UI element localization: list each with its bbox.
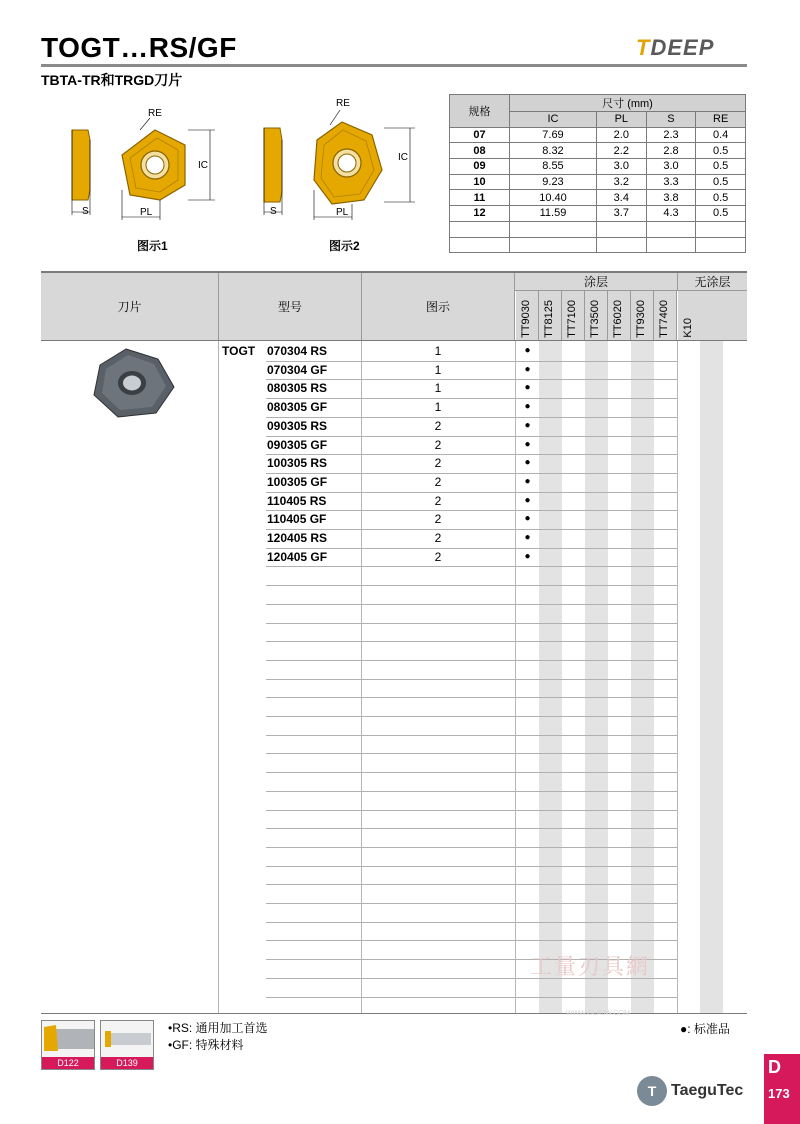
- row-line: [266, 772, 677, 773]
- table-row-figure: 2: [434, 494, 442, 508]
- table-row-code: 080305 GF: [267, 400, 328, 414]
- dimension-table: [449, 94, 746, 253]
- table-row: 08 8.32 2.2 2.8 0.5: [450, 143, 746, 159]
- grade-header-tt3500: TT3500: [585, 291, 608, 341]
- grade-stripe: [631, 341, 654, 1014]
- standard-note: ●: 标准品: [680, 1022, 730, 1036]
- table-row: 11 10.40 3.4 3.8 0.5: [450, 190, 746, 206]
- dimension-header: 尺寸 (mm): [510, 95, 746, 112]
- table-row: 10 9.23 3.2 3.3 0.5: [450, 174, 746, 190]
- section-letter: D: [768, 1057, 781, 1077]
- re-label-1: RE: [148, 108, 162, 119]
- table-row-dot: ●: [524, 439, 531, 450]
- row-line: [266, 884, 677, 885]
- grade-header-tt6020: TT6020: [608, 291, 631, 341]
- row-line: [266, 604, 677, 605]
- tdeep-brand-logo: TDEEP: [636, 35, 715, 60]
- insert-product-image: [88, 345, 178, 420]
- table-row-code: 100305 GF: [267, 475, 328, 489]
- col-re: RE: [696, 112, 746, 128]
- grade-header-tt7100: TT7100: [562, 291, 585, 341]
- table-row-dot: ●: [524, 476, 531, 487]
- row-line: [266, 847, 677, 848]
- table-row-figure: 1: [434, 344, 442, 358]
- table-row-dot: ●: [524, 513, 531, 524]
- uncoated-header: 无涂层: [678, 273, 747, 291]
- grade-header-tt8125: TT8125: [539, 291, 562, 341]
- s-label-1: S: [82, 206, 89, 217]
- row-line: [266, 585, 677, 586]
- note-rs: •RS: 通用加工首选: [168, 1021, 268, 1035]
- figure-1-caption: 图示1: [137, 239, 168, 253]
- table-row-code: 120405 RS: [267, 531, 328, 545]
- table-row-code: 070304 RS: [267, 344, 328, 358]
- row-line: [266, 810, 677, 811]
- table-row-figure: 2: [434, 550, 442, 564]
- table-row-code: 070304 GF: [267, 363, 328, 377]
- table-row-dot: ●: [524, 345, 531, 356]
- taegutec-logo-icon: T: [637, 1076, 667, 1106]
- row-line: [266, 828, 677, 829]
- grade-header-k10: K10: [678, 291, 701, 341]
- grade-stripe: [585, 341, 608, 1014]
- table-row-dot: ●: [524, 551, 531, 562]
- row-line: [266, 735, 677, 736]
- table-row-empty: [450, 237, 746, 253]
- col-divider: [677, 341, 678, 1014]
- col-divider: [218, 341, 219, 1014]
- table-row-dot: ●: [524, 364, 531, 375]
- row-line: [266, 566, 677, 567]
- table-row: 12 11.59 3.7 4.3 0.5: [450, 206, 746, 222]
- table-row-code: 090305 RS: [267, 419, 328, 433]
- note-gf: •GF: 特殊材料: [168, 1038, 244, 1052]
- row-line: [266, 623, 677, 624]
- table-row-dot: ●: [524, 382, 531, 393]
- table-row-figure: 2: [434, 475, 442, 489]
- grade-header-tt7400: TT7400: [654, 291, 677, 341]
- section-tab: [764, 1054, 800, 1124]
- size-header: 规格: [450, 95, 510, 128]
- table-row-code: 110405 GF: [267, 512, 327, 526]
- table-row-figure: 2: [434, 512, 442, 526]
- table-row-figure: 1: [434, 381, 442, 395]
- watermark: 工量刃具網: [530, 954, 651, 979]
- grade-stripe: [700, 341, 723, 1014]
- legend-notes: [168, 1020, 268, 1054]
- table-row-code: 110405 RS: [267, 494, 327, 508]
- table-row-empty: [450, 221, 746, 237]
- row-line: [266, 922, 677, 923]
- col-s: S: [646, 112, 696, 128]
- table-row-figure: 2: [434, 438, 442, 452]
- s-label-2: S: [270, 206, 277, 217]
- row-line: [266, 753, 677, 754]
- ic-label-1: IC: [198, 160, 208, 171]
- row-line: [266, 791, 677, 792]
- table-row-dot: ●: [524, 532, 531, 543]
- main-table-bottom-rule: [41, 1013, 747, 1014]
- row-line: [266, 866, 677, 867]
- col-pl: PL: [596, 112, 646, 128]
- table-row-dot: ●: [524, 457, 531, 468]
- table-row-figure: 1: [434, 363, 442, 377]
- page-subtitle: TBTA-TR和TRGD刀片: [41, 72, 183, 88]
- insert-header: 刀片: [41, 273, 219, 340]
- reference-thumb-d139[interactable]: D139: [100, 1020, 154, 1070]
- pl-label-2: PL: [336, 207, 349, 218]
- pl-label-1: PL: [140, 207, 153, 218]
- grade-stripe: [539, 341, 562, 1014]
- model-prefix: TOGT: [222, 344, 256, 358]
- table-row-figure: 2: [434, 419, 442, 433]
- page-title: TOGT…RS/GF: [41, 32, 237, 63]
- row-line: [266, 697, 677, 698]
- grade-header-tt9300: TT9300: [631, 291, 654, 341]
- reference-thumb-d122[interactable]: D122: [41, 1020, 95, 1070]
- table-row-dot: ●: [524, 401, 531, 412]
- figure-header: 图示: [362, 273, 515, 340]
- row-line: [266, 660, 677, 661]
- table-row-code: 080305 RS: [267, 381, 328, 395]
- watermark-url: WWW.GLRJW.COM: [566, 1010, 630, 1017]
- title-divider: [41, 64, 747, 67]
- table-row-code: 090305 GF: [267, 438, 328, 452]
- row-line: [266, 997, 677, 998]
- table-row: 07 7.69 2.0 2.3 0.4: [450, 127, 746, 143]
- row-line: [266, 641, 677, 642]
- col-ic: IC: [510, 112, 597, 128]
- table-row: 09 8.55 3.0 3.0 0.5: [450, 159, 746, 175]
- figure-2-caption: 图示2: [329, 239, 360, 253]
- table-row-figure: 2: [434, 456, 442, 470]
- page-number: 173: [768, 1086, 790, 1101]
- row-line: [266, 903, 677, 904]
- table-row-code: 100305 RS: [267, 456, 328, 470]
- ic-label-2: IC: [398, 152, 408, 163]
- table-row-figure: 2: [434, 531, 442, 545]
- table-row-dot: ●: [524, 495, 531, 506]
- taegutec-logo: T TaeguTec: [637, 1076, 743, 1106]
- row-line: [266, 940, 677, 941]
- table-row-dot: ●: [524, 420, 531, 431]
- coated-header: 涂层: [515, 273, 678, 291]
- table-row-figure: 1: [434, 400, 442, 414]
- re-label-2: RE: [336, 98, 350, 109]
- model-header: 型号: [219, 273, 362, 340]
- grade-col-spacer: [700, 291, 747, 341]
- grade-header-tt9030: TT9030: [516, 291, 539, 341]
- row-line: [266, 716, 677, 717]
- table-row-code: 120405 GF: [267, 550, 328, 564]
- row-line: [266, 679, 677, 680]
